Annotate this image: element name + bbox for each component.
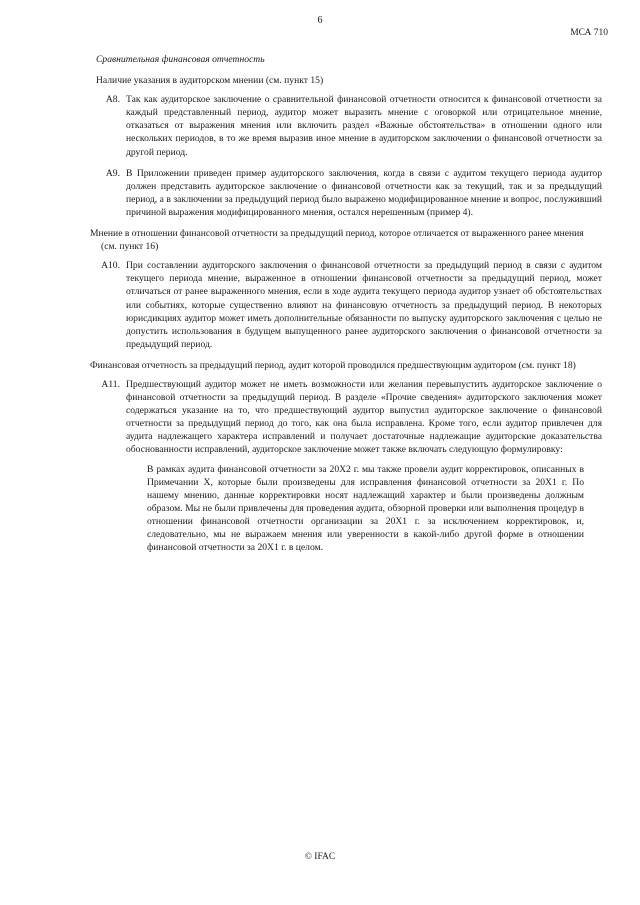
footer-copyright: © IFAC bbox=[304, 852, 336, 862]
subheading-predecessor-auditor: Финансовая отчетность за предыдущий период, аудит которой проводился предшествующим аудитором (см. пункт 18) bbox=[90, 359, 576, 371]
page-content bbox=[90, 53, 602, 562]
subheading-different-opinion: Мнение в отношении финансовой отчетности за предыдущий период, которое отличается от выраженного ранее мнения (см. пункт 16) bbox=[90, 228, 584, 253]
paragraph-a11 bbox=[96, 378, 602, 554]
paragraph-text: Так как аудиторское заключение о сравнительной финансовой отчетности относится к финансовой отчетности за каждый представленный период, аудитор может выразить мнение с оговоркой или отрицательное мнение, отказаться от выражения мнения или включить раздел «Важные обстоятельства» в отношении одного или нескольких периодов, в то же время выразив иное мнение в аудиторском заключении о финансовой отчетности за другой период. bbox=[126, 94, 602, 158]
paragraph-body: Предшествующий аудитор может не иметь возможности или желания перевыпустить аудиторское заключение о финансовой отчетности за предыдущий период. В разделе «Прочие сведения» аудиторского заключения может содержаться указание на то, что предшествующий аудитор выпустил аудиторское заключение о финансовой отчетности за предыдущий период до того, как она была исправлена. Кроме того, если аудитор привлечен для аудита надлежащего характера исправлений и получает достаточные надлежащие аудиторские доказательства обоснованности исправлений, аудиторское заключение может также включать следующую формулировку: bbox=[126, 378, 602, 456]
subheading-reference-in-opinion: Наличие указания в аудиторском мнении (см. пункт 15) bbox=[96, 75, 324, 87]
paragraph-number: A10. bbox=[101, 260, 120, 272]
paragraph-a10 bbox=[96, 259, 602, 351]
page-number: 6 bbox=[317, 15, 323, 26]
paragraph-number: A8. bbox=[105, 94, 120, 106]
paragraph-text: В Приложении приведен пример аудиторского заключения, когда в связи с аудитом текущего периода аудитор должен представить аудиторское заключение о финансовой отчетности как за текущий, так и за предыдущий период, а в заключении за предыдущий период было выражено модифицированное мнение и вопрос, послуживший причиной выражения модифицированного мнения, остался нерешенным (пример 4). bbox=[126, 167, 602, 218]
paragraph-number: A11. bbox=[101, 378, 120, 390]
paragraph-text bbox=[126, 378, 602, 554]
paragraph-number: A9. bbox=[105, 167, 120, 179]
quoted-wording: В рамках аудита финансовой отчетности за 20X2 г. мы также провели аудит корректировок, описанных в Примечании X, которые были произведены для исправления финансовой отчетности за 20X1 г. По нашему мнению, данные корректировки носят надлежащий характер и были произведены должным образом. Мы не были привлечены для проведения аудита, обзорной проверки или выполнения процедур в отношении финансовой отчетности организации за 20X1 г. за исключением корректировок, и, следовательно, мы не выражаем мнения или уверенности в какой-либо другой форме в отношении финансовой отчетности за 20X1 г. в целом. bbox=[147, 463, 584, 554]
paragraph-text: При составлении аудиторского заключения о финансовой отчетности за предыдущий период в связи с аудитом текущего периода мнение, выраженное в отношении финансовой отчетности за предыдущий период, может отличаться от ранее выраженного мнения, если в ходе аудита текущего периода аудитор узнает об обстоятельствах или событиях, которые существенно влияют на финансовую отчетность за предыдущий период. В некоторых юрисдикциях аудитор может иметь дополнительные обязанности по выпуску аудиторского заключения с целью не допустить использования в будущем выпущенного ранее аудиторского заключения о финансовой отчетности за предыдущий период. bbox=[126, 260, 602, 350]
paragraph-a8 bbox=[96, 93, 602, 158]
paragraph-a9 bbox=[96, 167, 602, 219]
document-code: МСА 710 bbox=[570, 28, 608, 38]
section-title: Сравнительная финансовая отчетность bbox=[96, 54, 265, 65]
